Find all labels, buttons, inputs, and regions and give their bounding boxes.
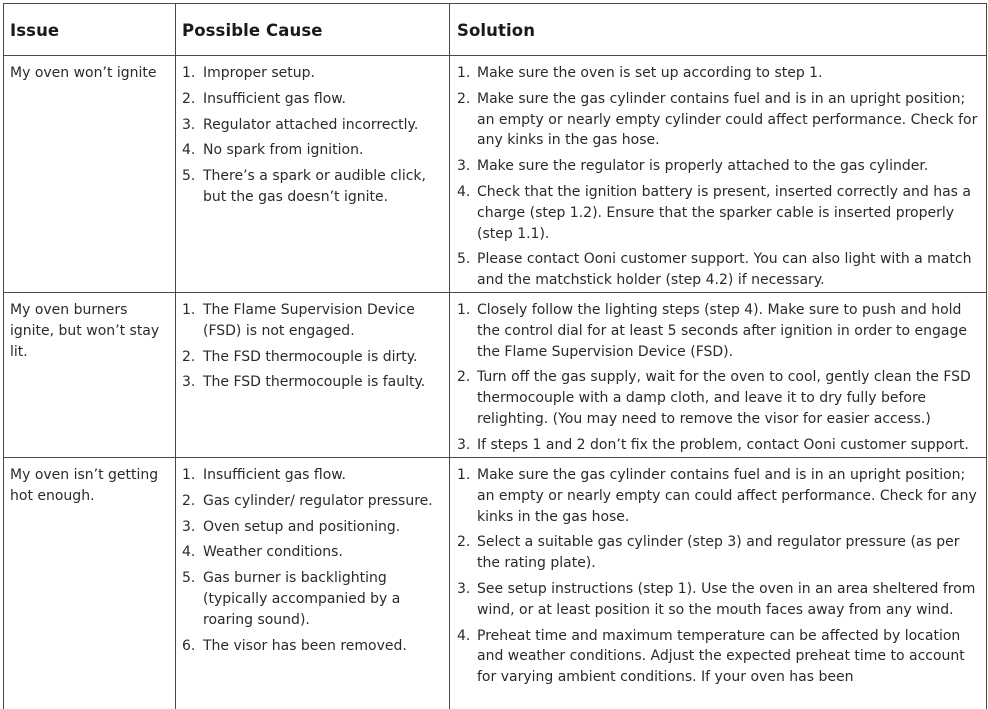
list-item: 5. There’s a spark or audible click, but the gas doesn’t ignite. <box>182 168 426 205</box>
header-issue: Issue <box>10 21 60 40</box>
list-item: 1. Insufficient gas flow. <box>182 467 346 483</box>
column-divider <box>449 3 450 709</box>
list-item: 2. Gas cylinder/ regulator pressure. <box>182 492 433 509</box>
cause-list <box>182 300 444 398</box>
list-item: 2. Turn off the gas supply, wait for the oven to cool, gently clean the FSD thermocouple with a damp cloth, and leave it to dry fully before relighting. (You may need to remove the visor for easier access.) <box>457 369 971 427</box>
header-possible-cause: Possible Cause <box>182 21 323 40</box>
list-item: 6. The visor has been removed. <box>182 637 407 654</box>
table-border-right <box>986 3 987 709</box>
list-item: 4. Check that the ignition battery is present, inserted correctly and has a charge (step 1.2). Ensure that the sparker cable is inserted properly (step 1.1). <box>457 183 972 242</box>
list-item: 1. Improper setup. <box>182 65 315 81</box>
list-item: 2. Select a suitable gas cylinder (step 3) and regulator pressure (as per the rating plate). <box>457 534 960 572</box>
header-solution: Solution <box>457 21 536 40</box>
list-item: 1. Closely follow the lighting steps (step 4). Make sure to push and hold the control dial for at least 5 seconds after ignition in order to engage the Flame Supervision Device (FSD). <box>457 302 967 360</box>
list-item: 2. Make sure the gas cylinder contains fuel and is in an upright position; an empty or nearly empty cylinder could affect performance. Check for any kinks in the gas hose. <box>457 90 978 149</box>
solution-list <box>457 300 981 461</box>
list-item: 3. Oven setup and positioning. <box>182 518 401 535</box>
header-divider <box>3 55 987 56</box>
table-border-left <box>3 3 4 709</box>
list-item: 3. Make sure the regulator is properly attached to the gas cylinder. <box>457 158 929 175</box>
list-item: 5. Please contact Ooni customer support. You can also light with a match and the matchstick holder (step 4.2) if necessary. <box>457 251 972 289</box>
list-item: 4. No spark from ignition. <box>182 142 364 159</box>
list-item: 2. Insufficient gas flow. <box>182 90 346 107</box>
table-row-issue: My oven won’t ignite <box>10 65 157 81</box>
solution-list <box>457 465 981 693</box>
list-item: 3. If steps 1 and 2 don’t fix the problem, contact Ooni customer support. <box>457 436 969 453</box>
list-item: 3. Regulator attached incorrectly. <box>182 116 419 133</box>
cause-list <box>182 63 444 213</box>
table-row-issue: My oven burners ignite, but won’t stay lit. <box>10 302 160 360</box>
list-item: 3. See setup instructions (step 1). Use the oven in an area sheltered from wind, or at least position it so the mouth faces away from any wind. <box>457 580 976 618</box>
list-item: 4. Preheat time and maximum temperature can be affected by location and weather conditions. Adjust the expected preheat time to account for varying ambient conditions. If your oven has been <box>457 627 965 686</box>
list-item: 4. Weather conditions. <box>182 544 343 561</box>
table-border-top <box>3 3 987 4</box>
table-row-issue: My oven isn’t getting hot enough. <box>10 467 159 504</box>
list-item: 1. Make sure the gas cylinder contains fuel and is in an upright position; an empty or nearly empty can could affect performance. Check for any kinks in the gas hose. <box>457 467 977 525</box>
list-item: 3. The FSD thermocouple is faulty. <box>182 374 426 391</box>
solution-list <box>457 63 981 296</box>
column-divider <box>175 3 176 709</box>
list-item: 1. Make sure the oven is set up according to step 1. <box>457 65 823 81</box>
list-item: 5. Gas burner is backlighting (typically accompanied by a roaring sound). <box>182 570 401 628</box>
list-item: 2. The FSD thermocouple is dirty. <box>182 348 418 365</box>
list-item: 1. The Flame Supervision Device (FSD) is not engaged. <box>182 302 415 339</box>
cause-list <box>182 465 444 661</box>
